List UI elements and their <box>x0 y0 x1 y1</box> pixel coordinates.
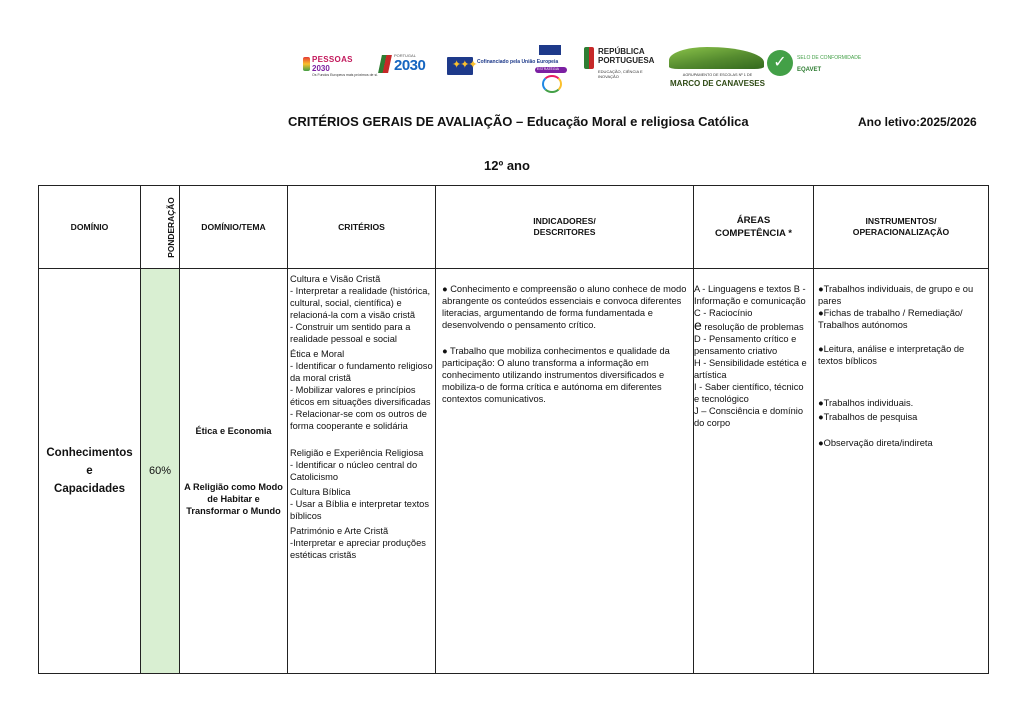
area-item: J – Consciência e domínio do corpo <box>694 406 804 428</box>
table-header-row <box>39 186 989 269</box>
school-year: Ano letivo:2025/2026 <box>858 115 977 129</box>
cell-areas <box>694 269 814 674</box>
estrategia-eu-flag-icon <box>539 45 561 55</box>
area-item: I - Saber científico, técnico e tecnológico <box>694 382 804 404</box>
criterio-item: Património e Arte Cristã <box>290 526 389 536</box>
criterios-group-patrimonio <box>290 525 433 561</box>
estrategia-logo <box>533 45 569 91</box>
area-item: A - Linguagens e textos B - Informação e comunicação <box>694 284 806 306</box>
republica-subtitle: EDUCAÇÃO, CIÊNCIA E INOVAÇÃO <box>598 69 643 79</box>
header-instrumentos-line2: OPERACIONALIZAÇÃO <box>852 227 950 237</box>
criterio-item: -Interpretar e apreciar produções estéticas cristãs <box>290 538 426 560</box>
area-item: H - Sensibilidade estética e artística <box>694 358 807 380</box>
criterio-item: - Relacionar-se com os outros de forma cooperante e solidária <box>290 409 427 431</box>
cell-ponderacao: 60% <box>141 269 180 674</box>
pessoas-logo-tagline: Os Fundos Europeus mais próximos de si. <box>312 73 378 77</box>
area-item: D - Pensamento crítico e pensamento criativo <box>694 334 797 356</box>
criterios-group-etica <box>290 348 433 432</box>
indicador-item: ● Conhecimento e compreensão o aluno conhece de modo abrangente os conteúdos essenciais e convoca diferentes literacias, argumentando de forma fundamentada e desenvolvendo o pensamento crítico. <box>442 284 687 330</box>
criterio-item: - Mobilizar valores e princípios éticos em situações diversificadas <box>290 385 431 407</box>
instrumento-item: ●Observação direta/indireta <box>818 438 933 448</box>
pessoas-2030-logo <box>312 55 378 77</box>
estrategia-band <box>535 67 567 73</box>
criterio-item: - Identificar o fundamento religioso da moral cristã <box>290 361 433 383</box>
portugal-2030-small: PORTUGAL <box>394 53 416 58</box>
tema-religiao: A Religião como Modo de Habitar e Transformar o Mundo <box>184 482 283 516</box>
grade-heading: 12º ano <box>484 158 530 173</box>
cell-indicadores <box>436 269 694 674</box>
pessoas-mark-icon <box>303 57 310 71</box>
area-item-e <box>694 319 811 333</box>
criterio-item: - Usar a Bíblia e interpretar textos bíblicos <box>290 499 429 521</box>
header-indicadores-line1: INDICADORES/ <box>533 216 596 226</box>
estrategia-circle-icon <box>542 75 562 93</box>
eu-logo-text: Cofinanciado pela União Europeia <box>477 59 559 65</box>
portugal-flag-icon <box>378 55 392 73</box>
eqavet-line1: SELO DE CONFORMIDADE <box>797 55 862 61</box>
criteria-table <box>38 185 989 674</box>
republica-emblem-icon <box>584 47 594 69</box>
eqavet-line2: EQAVET <box>797 67 822 73</box>
instrumento-item: ●Trabalhos individuais, de grupo e ou pares <box>818 284 974 306</box>
instrumento-item: ●Trabalhos de pesquisa <box>818 412 918 422</box>
eqavet-logo <box>767 50 862 80</box>
header-ponderacao <box>141 186 180 269</box>
criterios-group-religiao <box>290 447 433 483</box>
portugal-2030-number: 2030 <box>394 57 426 74</box>
eu-flag-icon: ✦✦✦ <box>447 57 473 75</box>
header-instrumentos <box>814 186 989 269</box>
area-item: C - Raciocínio <box>694 308 753 318</box>
header-ponderacao-text: PONDERAÇÃO <box>165 196 176 258</box>
cell-dominio <box>39 269 141 674</box>
cell-criterios <box>288 269 436 674</box>
republica-portuguesa-logo <box>584 47 664 91</box>
criterios-group-biblia <box>290 486 433 522</box>
agrupamento-line2: MARCO DE CANAVESES <box>670 79 765 88</box>
criterio-item: Ética e Moral <box>290 349 345 359</box>
criterio-item: Religião e Experiência Religiosa <box>290 448 424 458</box>
estrategia-band-text: ESTRATÉGIA <box>537 67 559 71</box>
check-badge-icon: ✓ <box>767 50 793 76</box>
logo-strip <box>300 45 860 97</box>
area-e-letter: e <box>694 317 702 333</box>
header-areas-line2: COMPETÊNCIA * <box>715 228 792 239</box>
criterio-item: - Identificar o núcleo central do Catolicismo <box>290 460 418 482</box>
criterios-group-cultura <box>290 273 433 345</box>
criterio-item: Cultura e Visão Cristã <box>290 274 381 284</box>
cell-instrumentos <box>814 269 989 674</box>
header-areas-line1: ÁREAS <box>736 215 771 226</box>
area-e-rest: resolução de problemas <box>701 322 804 332</box>
header-indicadores <box>436 186 694 269</box>
header-areas <box>694 186 814 269</box>
dominio-line2: e <box>86 465 93 477</box>
instrumento-item: ●Trabalhos individuais. <box>818 398 914 408</box>
document-title: CRITÉRIOS GERAIS DE AVALIAÇÃO – Educação Moral e religiosa Católica <box>288 114 749 129</box>
criterio-item: - Interpretar a realidade (histórica, cultural, social, científica) e relacioná-la com a visão cristã <box>290 286 431 320</box>
criterio-item: Cultura Bíblica <box>290 487 351 497</box>
header-dominio: DOMÍNIO <box>39 186 141 269</box>
agrupamento-logo <box>669 45 766 93</box>
header-criterios: CRITÉRIOS <box>288 186 436 269</box>
table-row <box>39 269 989 674</box>
indicador-item: ● Trabalho que mobiliza conhecimentos e qualidade da participação: O aluno transforma a informação em conhecimento utilizando instrumentos diversificados e mobiliza-o de forma crítica e autónoma em diferentes contextos comunicativos. <box>442 346 670 404</box>
header-instrumentos-line1: INSTRUMENTOS/ <box>865 216 937 226</box>
header-indicadores-line2: DESCRITORES <box>533 227 596 237</box>
cell-dominio-tema <box>180 269 288 674</box>
instrumento-item: ●Fichas de trabalho / Remediação/ Trabalhos autónomos <box>818 308 963 330</box>
pessoas-logo-line2: 2030 <box>312 64 330 73</box>
header-dominio-tema: DOMÍNIO/TEMA <box>180 186 288 269</box>
instrumento-item: ●Leitura, análise e interpretação de textos bíblicos <box>818 344 965 366</box>
criterio-item: - Construir um sentido para a realidade pessoal e social <box>290 322 411 344</box>
pessoas-logo-line1: PESSOAS <box>312 55 353 64</box>
dominio-line1: Conhecimentos <box>46 447 133 459</box>
agrupamento-line1: AGRUPAMENTO DE ESCOLAS Nº 1 DE <box>682 73 753 77</box>
tema-etica-economia: Ética e Economia <box>195 426 272 436</box>
dominio-line3: Capacidades <box>54 483 125 495</box>
hills-icon <box>669 47 764 69</box>
republica-title: REPÚBLICA PORTUGUESA <box>598 47 655 65</box>
